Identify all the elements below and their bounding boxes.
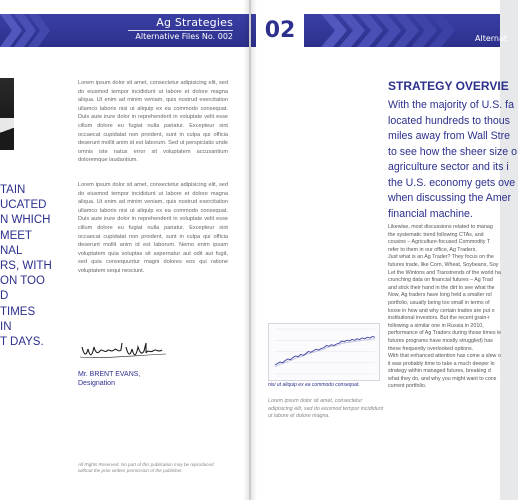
- pull-quote-line: MEET: [0, 229, 32, 242]
- header-subtitle: Alternative Files No. 002: [135, 32, 233, 41]
- pull-quote-line: UCATED: [0, 199, 47, 212]
- body-line: refer to them in our office, Ag Traders.: [388, 246, 477, 253]
- pull-quote-line: TAIN: [0, 184, 26, 196]
- body-line: following a similar one in Russia in 2010,: [388, 322, 484, 329]
- body-paragraph-1: Lorem ipsum dolor sit amet, consectetur adipisicing elit, sed do eiusmod tempor incididunt ut labore et dolore magna aliqua. Ut enim ad minim veniam, quis nostrud exercitation ullamco laboris nisi ut aliquip ex ea commodo consequat. Duis aute irure dolor in reprehenderit in voluptate velit esse cillum dolore eu fugiat nulla pariatur. Excepteur sint occaecat cupidatat non proident, sunt in culpa qui officia deserunt mollit anim id est laborum. Sed ut perspiciatis unde omnis iste natus error sit voluptatem accusantium doloremque laudantium.: [78, 80, 228, 164]
- header-title-right: Alternat: [475, 34, 508, 43]
- right-page: [251, 0, 517, 500]
- body-line: portfolio, usually being too small in terms of: [388, 299, 490, 306]
- chart-caption: nisi ut aliquip ex ea commodo consequat.: [268, 382, 360, 388]
- body-line: crunching data on financial futures – Ag Trad: [388, 277, 493, 284]
- chart-note: Lorem ipsum dolor sit amet, consectetur adipisicing elit, sed do eiusmod tempor incididunt ut labore et dolore magna.: [268, 398, 384, 419]
- pull-quote-line: RS, WITH: [0, 260, 52, 273]
- lead-line: located hundreds to thous: [388, 114, 510, 127]
- body-line: it was probably time to take a much deeper lo: [388, 360, 495, 367]
- header-band-left: [0, 14, 249, 47]
- lead-line: when discussing the Amer: [388, 192, 512, 204]
- body-line: Let the Wintons and Transtrends of the world ha: [388, 269, 501, 276]
- chevron-arrows-left: [0, 14, 100, 47]
- header-band-right: [251, 14, 508, 47]
- left-page: [0, 0, 249, 500]
- lead-line: financial machine.: [388, 207, 473, 220]
- body-line: loose in how and why certain trades are put o: [388, 307, 495, 314]
- body-line: and stick their hand in the dirt to see what the: [388, 284, 495, 291]
- header-rule: [128, 30, 233, 31]
- lead-line: to see how the sheer size o: [388, 145, 517, 158]
- header-title: Ag Strategies: [156, 16, 233, 29]
- pull-quote: [0, 183, 70, 350]
- signer-block: [78, 370, 140, 388]
- body-line: institutional investors. But the recent grain-r: [388, 315, 490, 322]
- pull-quote-line: IN: [0, 320, 12, 333]
- lead-line: agriculture sector and its i: [388, 161, 509, 173]
- lead-line: the U.S. economy gets ove: [388, 176, 516, 189]
- chart-series-line-2: [275, 339, 375, 367]
- body-column: [388, 224, 508, 391]
- body-line: futures trade, like Corn, Wheat, Soybeans, Soy: [388, 261, 499, 268]
- lead-line: miles away from Wall Stre: [388, 130, 511, 142]
- body-line: Now, Ag traders have long held a smaller rol: [388, 292, 492, 299]
- body-line: futures programs have mostly struggled) has: [388, 337, 493, 344]
- body-line: what they do, and why you might want to cons: [388, 375, 497, 382]
- body-line: these frequently overlooked options.: [388, 345, 474, 352]
- body-line: the systematic trend following CTAs, and: [388, 231, 484, 238]
- chevron-arrows-right: [321, 14, 481, 47]
- body-line: Just what is an Ag Trader? They focus on the: [388, 254, 494, 261]
- pull-quote-line: N WHICH: [0, 214, 51, 227]
- rights-notice: All Rights Reserved. No part of this publication may be reproduced without the prior written permission of the publisher.: [78, 462, 214, 473]
- pull-quote-line: NAL: [0, 244, 23, 257]
- body-paragraph-2: Lorem ipsum dolor sit amet, consectetur adipisicing elit, sed do eiusmod tempor incididunt ut labore et dolore magna aliqua. Ut enim ad minim veniam, quis nostrud exercitation ullamco laboris nisi ut aliquip ex ea commodo consequat. Duis aute irure dolor in reprehenderit in voluptate velit esse cillum dolore eu fugiat nulla pariatur. Excepteur sint occaecat cupidatat non proident, sunt in culpa qui officia deserunt mollit anim id est laborum. Nemo enim ipsam voluptatem quia voluptas sit aspernatur aut odit aut fugit, sed quia consequuntur magni dolores eos qui ratione voluptatem sequi nesciunt.: [78, 182, 228, 274]
- signature: [78, 335, 168, 365]
- chart-svg: [269, 324, 379, 380]
- body-line: current portfolio.: [388, 383, 427, 390]
- body-line: Likewise, most discussions related to manag: [388, 224, 493, 230]
- signer-title: Designation: [78, 380, 115, 387]
- lead-paragraph: [388, 98, 518, 222]
- pull-quote-line: T DAYS.: [0, 336, 44, 349]
- performance-chart: [268, 323, 380, 381]
- pull-quote-line: D: [0, 290, 9, 303]
- pull-quote-line: TIMES: [0, 305, 36, 318]
- body-line: strategy within managed futures, breaking d: [388, 368, 491, 375]
- body-line: With that enhanced attention has come a slew o: [388, 353, 501, 360]
- body-line: performance of Ag Traders during those times le: [388, 330, 502, 337]
- pull-quote-line: ON TOO: [0, 275, 45, 288]
- body-line: cousins – Agriculture-focused Commodity T: [388, 239, 491, 246]
- section-heading: STRATEGY OVERVIE: [388, 79, 509, 93]
- lead-line: With the majority of U.S. fa: [388, 99, 514, 111]
- signer-name: Mr. BRENT EVANS,: [78, 371, 141, 378]
- portrait-collar: [0, 118, 14, 150]
- page-number-badge: 02: [256, 14, 304, 47]
